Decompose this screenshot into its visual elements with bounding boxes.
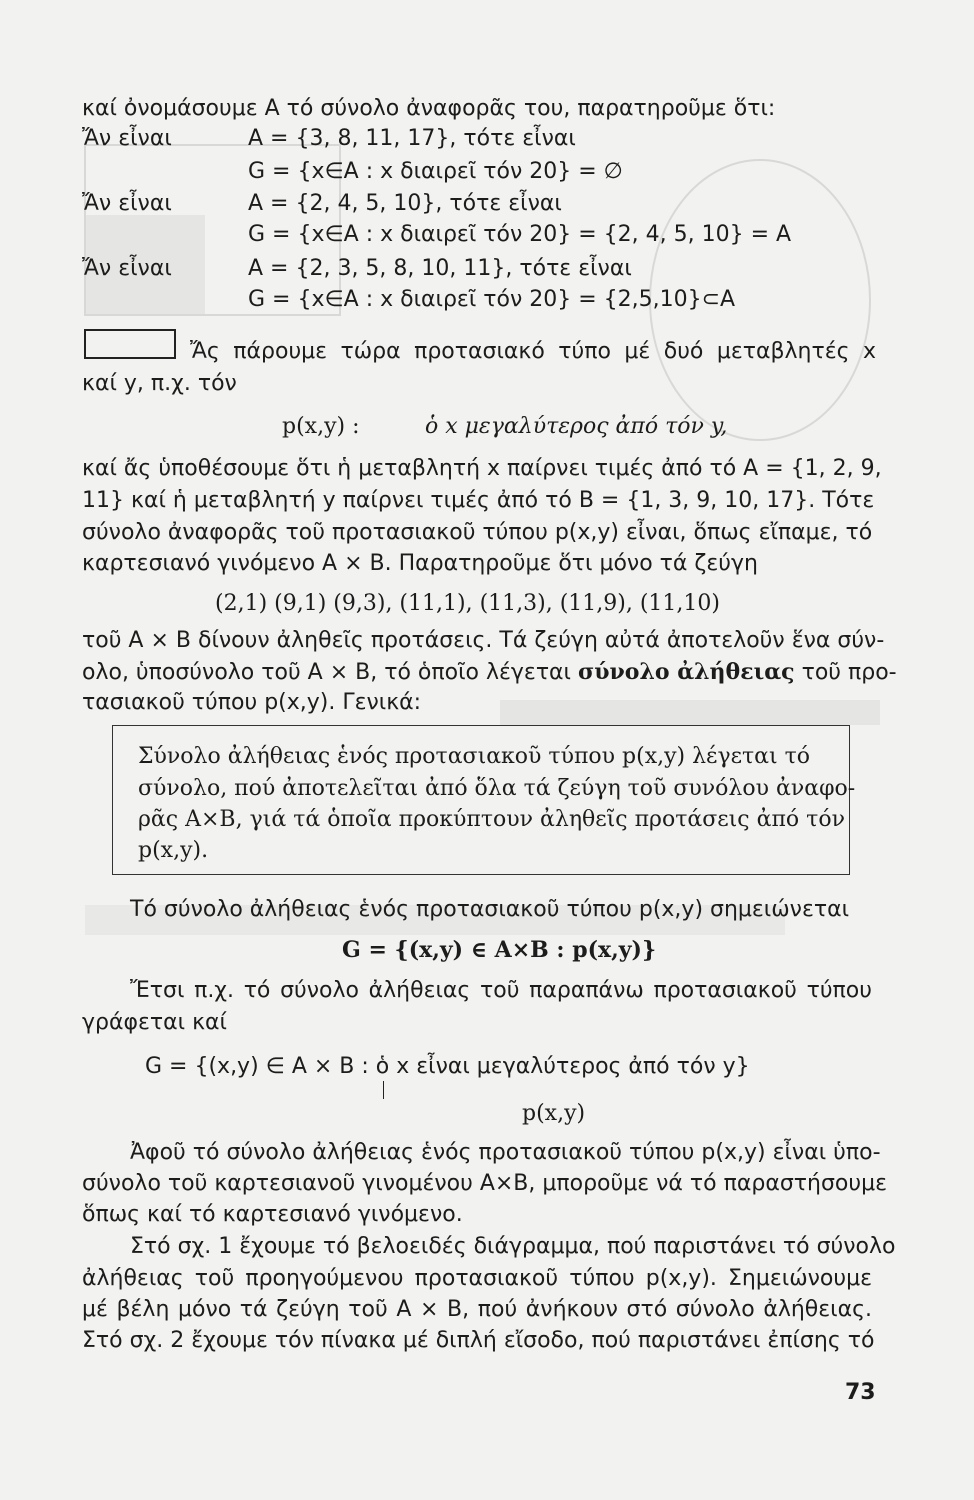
text-line: A = {3, 8, 11, 17}, τότε εἶναι bbox=[248, 126, 576, 151]
text-segment: ολο, ὑποσύνολο τοῦ A × B, τό ὁποῖο λέγεται bbox=[82, 660, 572, 685]
formula-line: G = {(x,y) ∈ A × B : ὁ x εἶναι μεγαλύτερος ἀπό τόν y} bbox=[145, 1054, 750, 1079]
text-line: Στό σχ. 1 ἔχουμε τό βελοειδές διάγραμμα, πού παριστάνει τό σύνολο bbox=[130, 1234, 896, 1259]
text-line: Ἔτσι π.χ. τό σύνολο ἀλήθειας τοῦ παραπάνω προτασιακοῦ τύπου bbox=[130, 978, 872, 1003]
term-bold: σύνολο ἀλήθειας bbox=[578, 659, 795, 685]
text-line: A = {2, 4, 5, 10}, τότε εἶναι bbox=[248, 191, 562, 216]
text-line: σύνολο τοῦ καρτεσιανοῦ γινομένου A×B, μποροῦμε νά τό παραστήσουμε bbox=[82, 1171, 887, 1196]
text-line bbox=[82, 658, 897, 687]
definition-line: p(x,y). bbox=[138, 838, 209, 863]
text-line: Ἄν εἶναι bbox=[82, 256, 172, 281]
text-line: τασιακοῦ τύπου p(x,y). Γενικά: bbox=[82, 690, 422, 715]
math-line: G = {x∈A : x διαιρεῖ τόν 20} = ∅ bbox=[248, 159, 623, 184]
text-line: 11} καί ἡ μεταβλητή y παίρνει τιμές ἀπό τό B = {1, 3, 9, 10, 17}. Τότε bbox=[82, 488, 875, 513]
text-line: καί ὀνομάσουμε A τό σύνολο ἀναφορᾶς του, παρατηροῦμε ὅτι: bbox=[82, 96, 776, 121]
section-number-box bbox=[84, 329, 176, 359]
pairs-list: (2,1) (9,1) (9,3), (11,1), (11,3), (11,9), (11,10) bbox=[215, 591, 720, 616]
text-line: Τό σύνολο ἀλήθειας ἑνός προτασιακοῦ τύπου p(x,y) σημειώνεται bbox=[130, 897, 850, 922]
text-line: Στό σχ. 2 ἔχουμε τόν πίνακα μέ διπλή εἴσοδο, πού παριστάνει ἐπίσης τό bbox=[82, 1328, 875, 1353]
text-segment: τοῦ προ- bbox=[801, 660, 897, 685]
text-line: καί y, π.χ. τόν bbox=[82, 371, 237, 396]
text-line: σύνολο ἀναφορᾶς τοῦ προτασιακοῦ τύπου p(x,y) εἶναι, ὅπως εἴπαμε, τό bbox=[82, 520, 873, 545]
formula-label: p(x,y) : bbox=[282, 414, 360, 439]
definition-line: Σύνολο ἀλήθειας ἑνός προτασιακοῦ τύπου p(x,y) λέγεται τό bbox=[138, 744, 811, 769]
text-line: καί ἄς ὑποθέσουμε ὅτι ἡ μεταβλητή x παίρνει τιμές ἀπό τό A = {1, 2, 9, bbox=[82, 456, 882, 481]
text-line: A = {2, 3, 5, 8, 10, 11}, τότε εἶναι bbox=[248, 256, 632, 281]
text-line: γράφεται καί bbox=[82, 1010, 227, 1035]
text-line: Ἄς πάρουμε τώρα προτασιακό τύπο μέ δυό μεταβλητές x bbox=[190, 339, 876, 364]
text-line: Ἄν εἶναι bbox=[82, 126, 172, 151]
page-number: 73 bbox=[845, 1380, 876, 1405]
math-line: G = {x∈A : x διαιρεῖ τόν 20} = {2,5,10}⊂A bbox=[248, 287, 736, 312]
definition-line: ρᾶς A×B, γιά τά ὁποῖα προκύπτουν ἀληθεῖς προτάσεις ἀπό τόν bbox=[138, 807, 845, 832]
formula-text: ὁ x μεγαλύτερος ἀπό τόν y, bbox=[425, 414, 728, 439]
text-line: μέ βέλη μόνο τά ζεύγη τοῦ A × B, πού ἀνήκουν στό σύνολο ἀλήθειας. bbox=[82, 1297, 872, 1322]
text-line: Ἄν εἶναι bbox=[82, 191, 172, 216]
formula-sub: p(x,y) bbox=[522, 1101, 586, 1126]
text-line: τοῦ A × B δίνουν ἀληθεῖς προτάσεις. Τά ζεύγη αὐτά ἀποτελοῦν ἕνα σύν- bbox=[82, 628, 885, 653]
formula-bold: G = {(x,y) ∈ A×B : p(x,y)} bbox=[342, 937, 657, 963]
text-line: ἀλήθειας τοῦ προηγούμενου προτασιακοῦ τύπου p(x,y). Σημειώνουμε bbox=[82, 1266, 872, 1291]
math-line: G = {x∈A : x διαιρεῖ τόν 20} = {2, 4, 5, 10} = A bbox=[248, 222, 792, 247]
text-line: ὅπως καί τό καρτεσιανό γινόμενο. bbox=[82, 1202, 463, 1227]
text-line: Ἀφοῦ τό σύνολο ἀλήθειας ἑνός προτασιακοῦ τύπου p(x,y) εἶναι ὑπο- bbox=[130, 1140, 881, 1165]
text-line: καρτεσιανό γινόμενο A × B. Παρατηροῦμε ὅτι μόνο τά ζεύγη bbox=[82, 551, 758, 576]
underbrace-tick bbox=[383, 1081, 384, 1099]
definition-line: σύνολο, πού ἀποτελεῖται ἀπό ὅλα τά ζεύγη τοῦ συνόλου ἀναφο- bbox=[138, 776, 856, 801]
